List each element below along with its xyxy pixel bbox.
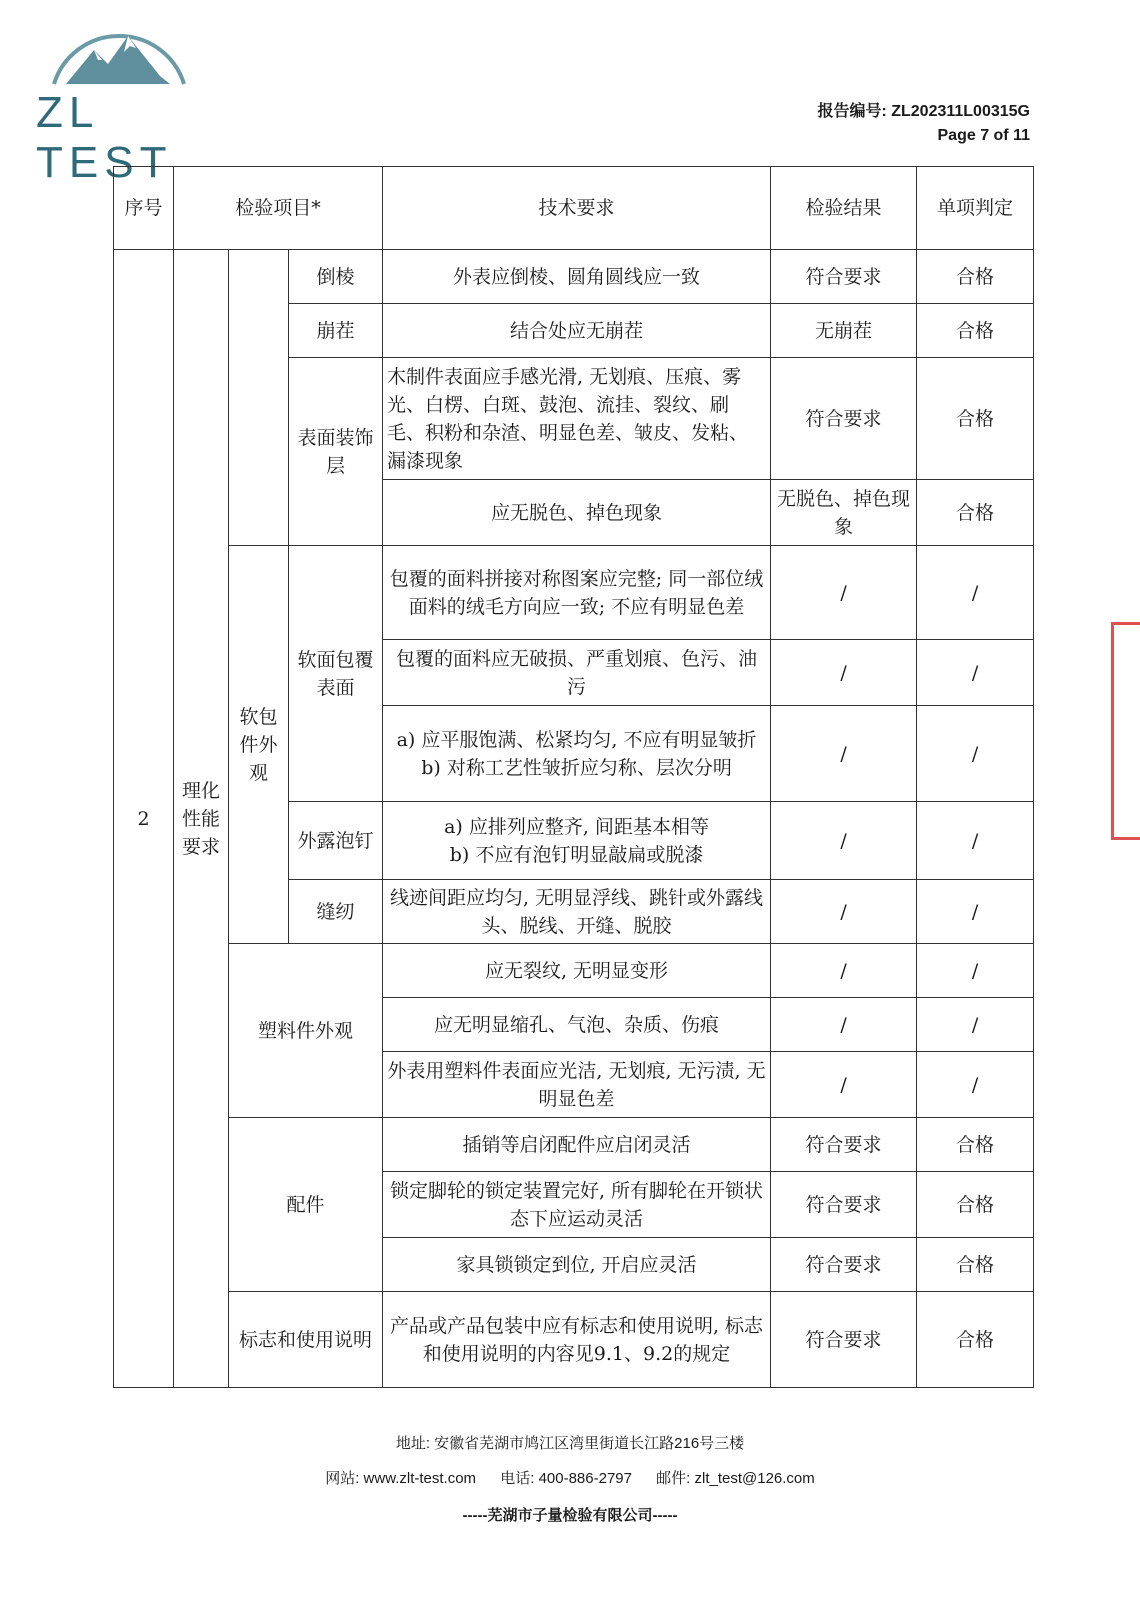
verdict-cell: / — [917, 998, 1034, 1052]
requirement-cell: 应无裂纹, 无明显变形 — [383, 944, 771, 998]
table-row — [114, 250, 1034, 304]
result-cell: 符合要求 — [771, 250, 917, 304]
header-result: 检验结果 — [771, 167, 917, 250]
requirement-cell: 产品或产品包装中应有标志和使用说明, 标志和使用说明的内容见9.1、9.2的规定 — [383, 1292, 771, 1388]
table-row — [114, 546, 1034, 640]
logo-text: ZL TEST — [36, 88, 173, 187]
item-marking: 标志和使用说明 — [229, 1292, 383, 1388]
page-number: Page 7 of 11 — [937, 127, 1030, 144]
result-cell: / — [771, 944, 917, 998]
item-soft-cover: 软面包覆表面 — [289, 546, 383, 802]
requirement-cell: 应无脱色、掉色现象 — [383, 480, 771, 546]
requirement-cell — [383, 706, 771, 802]
blank-cell — [229, 250, 289, 546]
requirement-cell: 锁定脚轮的锁定装置完好, 所有脚轮在开锁状态下应运动灵活 — [383, 1172, 771, 1238]
requirement-line: b) 对称工艺性皱折应匀称、层次分明 — [421, 756, 732, 779]
result-cell: 符合要求 — [771, 1172, 917, 1238]
verdict-cell: 合格 — [917, 250, 1034, 304]
table-row — [114, 1118, 1034, 1172]
requirement-cell: 外表应倒棱、圆角圆线应一致 — [383, 250, 771, 304]
verdict-cell: 合格 — [917, 1238, 1034, 1292]
requirement-cell: 插销等启闭配件应启闭灵活 — [383, 1118, 771, 1172]
verdict-cell: / — [917, 880, 1034, 944]
verdict-cell: / — [917, 802, 1034, 880]
verdict-cell: 合格 — [917, 1292, 1034, 1388]
footer-contact — [0, 1467, 1140, 1488]
footer-website: 网站: www.zlt-test.com — [325, 1470, 477, 1487]
verdict-cell: 合格 — [917, 480, 1034, 546]
item-nails: 外露泡钉 — [289, 802, 383, 880]
header-seq: 序号 — [114, 167, 174, 250]
requirement-line: b) 不应有泡钉明显敲扁或脱漆 — [449, 843, 704, 866]
table-row — [114, 944, 1034, 998]
result-cell: / — [771, 640, 917, 706]
table-header-row — [114, 167, 1034, 250]
footer-company: -----芜湖市子量检验有限公司----- — [462, 1507, 678, 1524]
header-requirement: 技术要求 — [383, 167, 771, 250]
result-cell: / — [771, 1052, 917, 1118]
result-cell: / — [771, 546, 917, 640]
header-verdict: 单项判定 — [917, 167, 1034, 250]
item-surface-coating: 表面装饰层 — [289, 358, 383, 546]
verdict-cell: 合格 — [917, 358, 1034, 480]
requirement-cell — [383, 802, 771, 880]
requirement-line: a) 应平服饱满、松紧均匀, 不应有明显皱折 — [396, 728, 757, 751]
verdict-cell: / — [917, 546, 1034, 640]
seal-stamp-edge — [1111, 622, 1140, 840]
result-cell: / — [771, 706, 917, 802]
requirement-cell: 外表用塑料件表面应光洁, 无划痕, 无污渍, 无明显色差 — [383, 1052, 771, 1118]
mountain-logo-icon — [32, 14, 212, 94]
result-cell: 符合要求 — [771, 1238, 917, 1292]
result-cell: 无崩茬 — [771, 304, 917, 358]
item-chipping: 崩茬 — [289, 304, 383, 358]
item-chamfer: 倒棱 — [289, 250, 383, 304]
result-cell: 符合要求 — [771, 1118, 917, 1172]
result-cell: 无脱色、掉色现象 — [771, 480, 917, 546]
requirement-cell: 包覆的面料应无破损、严重划痕、色污、油污 — [383, 640, 771, 706]
requirement-line: a) 应排列应整齐, 间距基本相等 — [444, 815, 709, 838]
verdict-cell: / — [917, 944, 1034, 998]
table-row — [114, 1292, 1034, 1388]
footer-phone: 电话: 400-886-2797 — [500, 1470, 632, 1487]
verdict-cell: / — [917, 640, 1034, 706]
category-cell: 理化性能要求 — [174, 250, 229, 1388]
result-cell: 符合要求 — [771, 1292, 917, 1388]
header-item: 检验项目* — [174, 167, 383, 250]
footer-address: 地址: 安徽省芜湖市鸠江区湾里街道长江路216号三楼 — [395, 1435, 745, 1452]
item-fittings: 配件 — [229, 1118, 383, 1292]
requirement-cell: 应无明显缩孔、气泡、杂质、伤痕 — [383, 998, 771, 1052]
result-cell: / — [771, 998, 917, 1052]
inspection-table — [113, 166, 1034, 1388]
item-plastic: 塑料件外观 — [229, 944, 383, 1118]
result-cell: / — [771, 880, 917, 944]
requirement-cell: 结合处应无崩茬 — [383, 304, 771, 358]
seq-cell: 2 — [114, 250, 174, 1388]
requirement-cell: 包覆的面料拼接对称图案应完整; 同一部位绒面料的绒毛方向应一致; 不应有明显色差 — [383, 546, 771, 640]
footer-email: 邮件: zlt_test@126.com — [656, 1470, 815, 1487]
report-number: 报告编号: ZL202311L00315G — [817, 103, 1030, 120]
item-soft-appearance: 软包件外观 — [229, 546, 289, 944]
verdict-cell: 合格 — [917, 304, 1034, 358]
verdict-cell: 合格 — [917, 1118, 1034, 1172]
requirement-cell: 线迹间距应均匀, 无明显浮线、跳针或外露线头、脱线、开缝、脱胶 — [383, 880, 771, 944]
requirement-cell: 家具锁锁定到位, 开启应灵活 — [383, 1238, 771, 1292]
verdict-cell: 合格 — [917, 1172, 1034, 1238]
company-logo — [32, 14, 212, 187]
item-sewing: 缝纫 — [289, 880, 383, 944]
verdict-cell: / — [917, 1052, 1034, 1118]
result-cell: 符合要求 — [771, 358, 917, 480]
result-cell: / — [771, 802, 917, 880]
requirement-cell: 木制件表面应手感光滑, 无划痕、压痕、雾光、白楞、白斑、鼓泡、流挂、裂纹、刷毛、积粉和杂渣、明显色差、皱皮、发粘、漏漆现象 — [383, 358, 771, 480]
verdict-cell: / — [917, 706, 1034, 802]
